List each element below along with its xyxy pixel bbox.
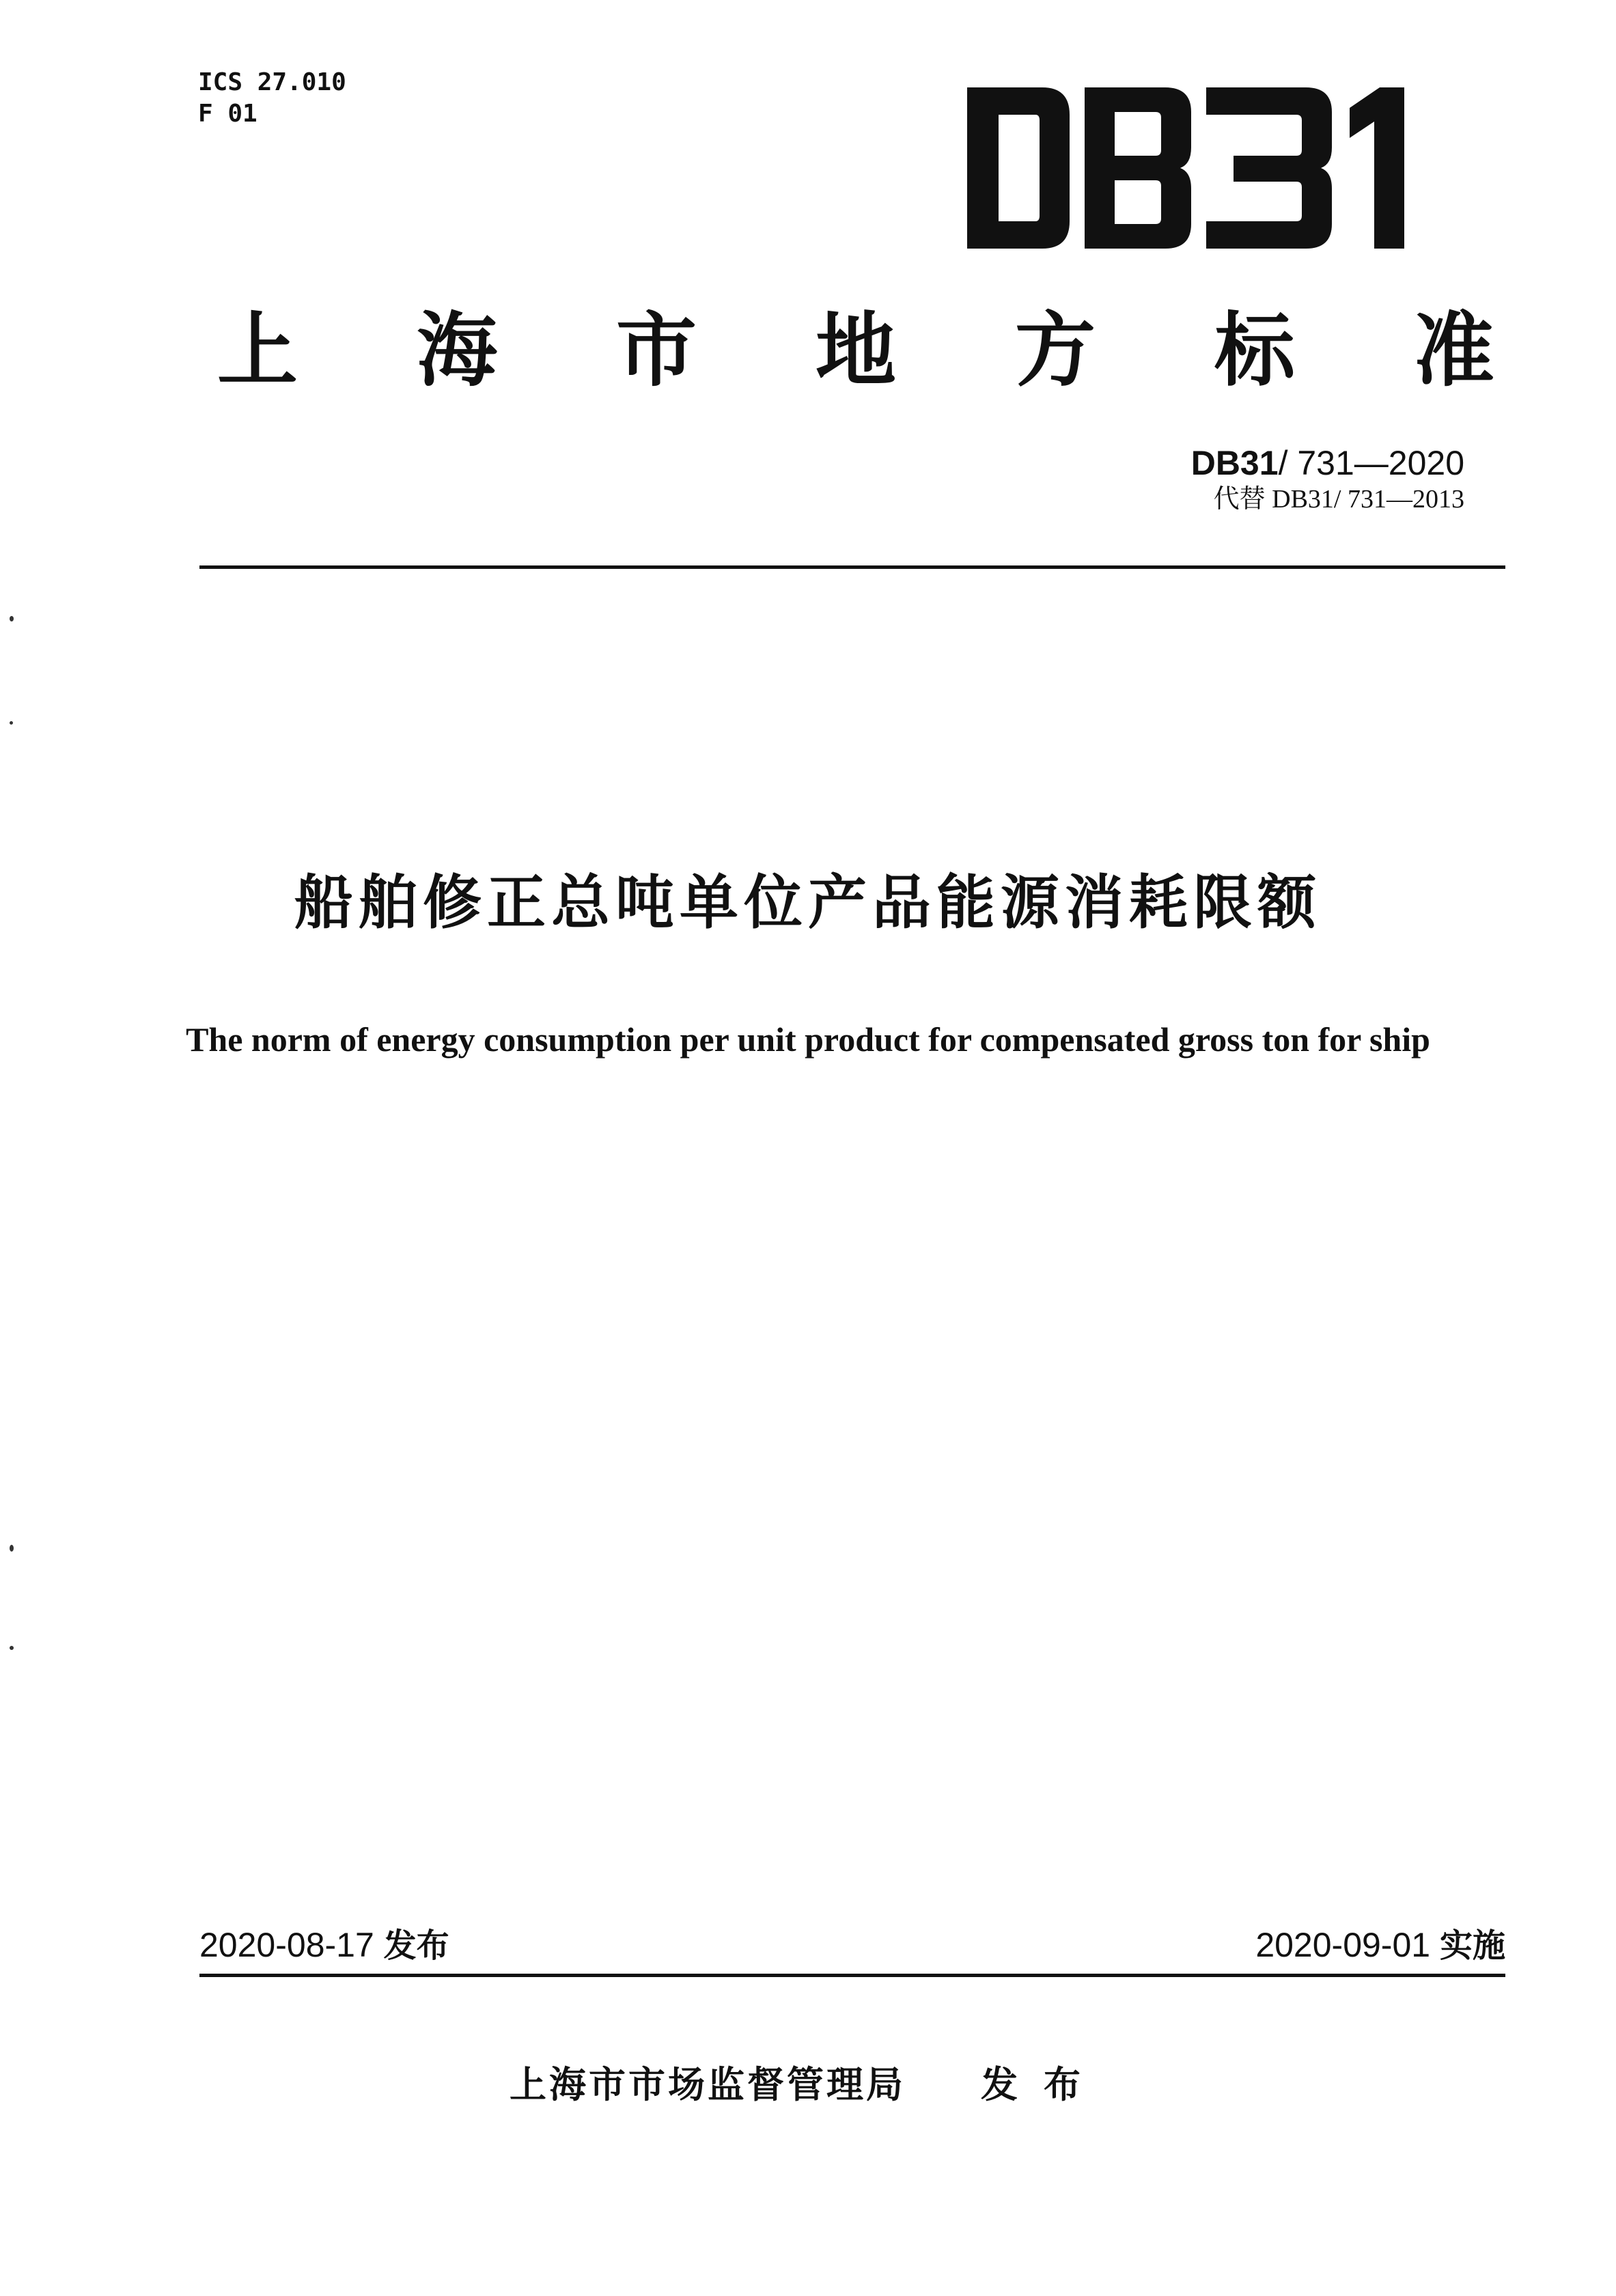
scan-speck xyxy=(10,1545,14,1552)
top-divider xyxy=(199,565,1505,569)
header-char: 方 xyxy=(1014,303,1096,397)
standard-number-rest: / 731—2020 xyxy=(1278,444,1464,482)
issue-date-value: 2020-08-17 xyxy=(199,1926,374,1964)
ics-code: ICS 27.010 xyxy=(198,68,346,96)
header-char: 海 xyxy=(416,303,497,397)
standard-type-header xyxy=(217,303,1494,397)
issuer-organization: 上海市市场监督管理局 xyxy=(510,2063,906,2106)
standard-number-block xyxy=(1191,443,1464,515)
issue-date-label: 发布 xyxy=(383,1927,449,1965)
classification-codes xyxy=(198,67,346,130)
scan-speck xyxy=(10,721,13,725)
standard-number-prefix: DB31 xyxy=(1190,444,1279,482)
title-chinese: 船舶修正总吨单位产品能源消耗限额 xyxy=(294,869,1322,937)
issuer-line xyxy=(0,2062,1616,2108)
issue-date xyxy=(199,1924,449,1966)
header-char: 地 xyxy=(815,303,896,397)
db31-logo xyxy=(967,87,1408,249)
standard-number xyxy=(1191,443,1464,484)
implementation-date-label: 实施 xyxy=(1439,1927,1505,1965)
replaces-standard: 代替 DB31/ 731—2013 xyxy=(1213,485,1464,514)
header-char: 市 xyxy=(615,303,697,397)
header-char: 上 xyxy=(217,303,298,397)
implementation-date xyxy=(1255,1924,1505,1966)
header-char: 标 xyxy=(1214,303,1295,397)
title-english: The norm of energy consumption per unit product for compensated gross ton for ship xyxy=(186,1020,1430,1059)
issuer-action: 发布 xyxy=(981,2063,1106,2106)
db31-logo-graphic xyxy=(967,87,1408,249)
scan-speck xyxy=(10,1646,14,1650)
bottom-divider xyxy=(199,1974,1505,1977)
header-char: 准 xyxy=(1413,303,1494,397)
implementation-date-value: 2020-09-01 xyxy=(1255,1926,1431,1964)
scan-speck xyxy=(10,616,14,621)
ccs-code: F 01 xyxy=(198,100,257,128)
